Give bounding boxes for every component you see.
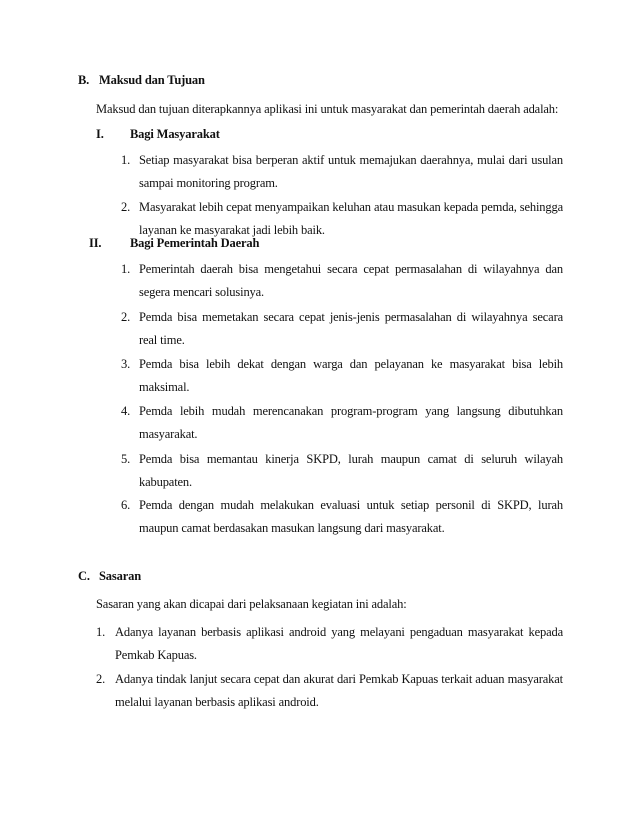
section-c-number: C.	[78, 569, 90, 583]
group-2-roman: II.	[89, 236, 102, 250]
list-item-text: Pemda bisa memetakan secara cepat jenis-jenis permasalahan di wilayahnya secara real time.	[139, 310, 563, 347]
group-2-heading	[89, 236, 259, 251]
list-item	[121, 353, 563, 399]
group-1-title: Bagi Masyarakat	[130, 127, 220, 141]
list-item-text: Masyarakat lebih cepat menyampaikan keluhan atau masukan kepada pemda, sehingga layanan ke masyarakat jadi lebih baik.	[139, 200, 563, 237]
list-item	[121, 258, 563, 304]
section-c-heading	[78, 569, 141, 584]
list-item-number: 1.	[96, 625, 106, 639]
list-item-text: Pemda bisa memantau kinerja SKPD, lurah maupun camat di seluruh wilayah kabupaten.	[139, 452, 563, 489]
list-item-number: 2.	[121, 200, 131, 214]
list-item	[96, 668, 563, 714]
list-item-text: Pemda lebih mudah merencanakan program-program yang langsung dibutuhkan masyarakat.	[139, 404, 563, 441]
list-item-text: Setiap masyarakat bisa berperan aktif untuk memajukan daerahnya, mulai dari usulan sampai monitoring program.	[139, 153, 563, 190]
list-item-text: Pemda bisa lebih dekat dengan warga dan pelayanan ke masyarakat bisa lebih maksimal.	[139, 357, 563, 394]
section-b-intro: Maksud dan tujuan diterapkannya aplikasi ini untuk masyarakat dan pemerintah daerah adalah:	[96, 102, 559, 116]
section-c-intro: Sasaran yang akan dicapai dari pelaksanaan kegiatan ini adalah:	[96, 597, 407, 611]
list-item-number: 1.	[121, 262, 131, 276]
list-item-number: 2.	[121, 310, 131, 324]
list-item	[121, 400, 563, 446]
list-item-text: Adanya tindak lanjut secara cepat dan akurat dari Pemkab Kapuas terkait aduan masyarakat melalui layanan berbasis aplikasi android.	[115, 672, 563, 709]
list-item-number: 2.	[96, 672, 106, 686]
list-item-number: 1.	[121, 153, 131, 167]
list-item-number: 4.	[121, 404, 131, 418]
group-1-roman: I.	[96, 127, 104, 141]
list-item	[121, 149, 563, 195]
list-item	[121, 448, 563, 494]
list-item-number: 5.	[121, 452, 131, 466]
list-item	[96, 621, 563, 667]
list-item	[121, 494, 563, 540]
section-b-heading	[78, 73, 205, 88]
list-item-text: Pemerintah daerah bisa mengetahui secara cepat permasalahan di wilayahnya dan segera mencari solusinya.	[139, 262, 563, 299]
group-2-title: Bagi Pemerintah Daerah	[130, 236, 260, 250]
list-item-text: Pemda dengan mudah melakukan evaluasi untuk setiap personil di SKPD, lurah maupun camat berdasakan masukan langsung dari masyarakat.	[139, 498, 563, 535]
section-b-number: B.	[78, 73, 90, 87]
list-item-text: Adanya layanan berbasis aplikasi android yang melayani pengaduan masyarakat kepada Pemkab Kapuas.	[115, 625, 563, 662]
list-item	[121, 306, 563, 352]
section-c-title: Sasaran	[98, 569, 142, 583]
list-item-number: 3.	[121, 357, 131, 371]
section-b-title: Maksud dan Tujuan	[98, 73, 205, 87]
list-item-number: 6.	[121, 498, 131, 512]
group-1-heading	[96, 127, 220, 142]
